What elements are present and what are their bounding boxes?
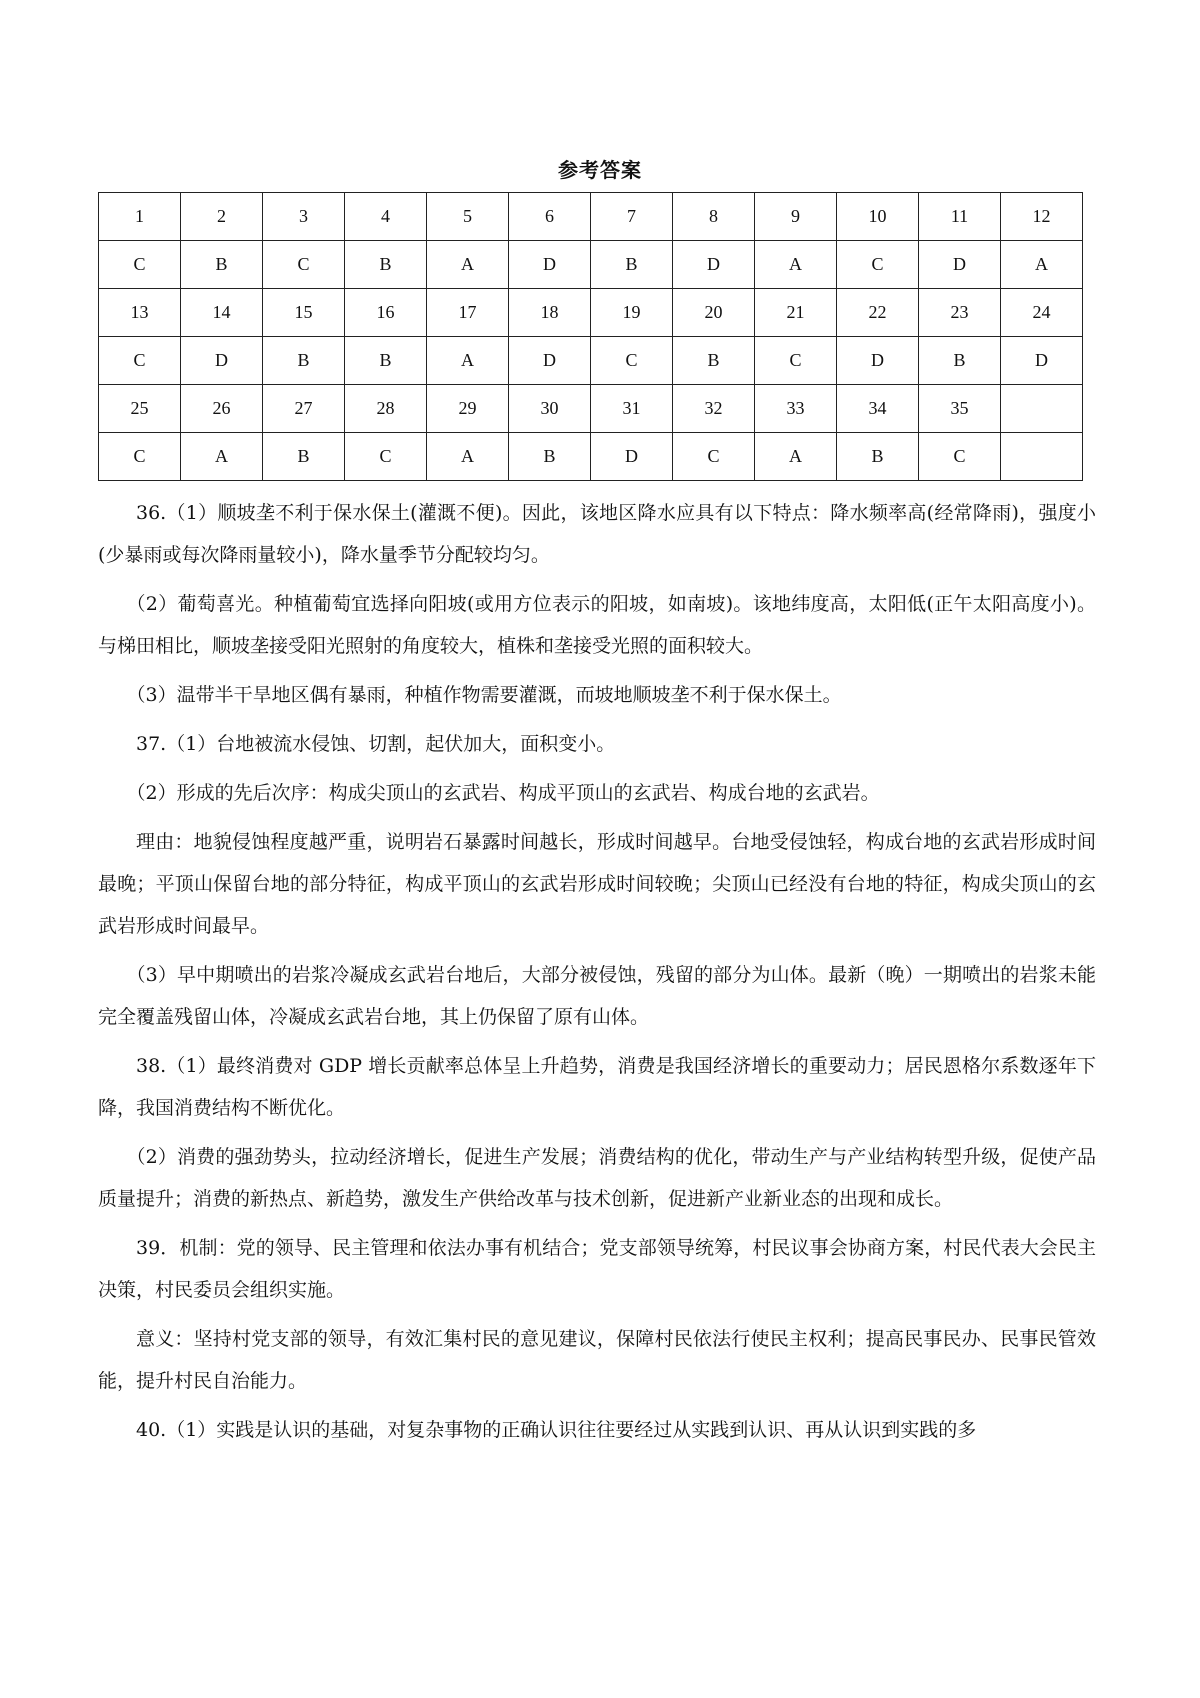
question-number-cell: 34 xyxy=(837,385,919,433)
question-number-cell: 27 xyxy=(263,385,345,433)
answer-cell: D xyxy=(919,241,1001,289)
answer-letter-row xyxy=(99,433,1083,481)
question-number-cell: 28 xyxy=(345,385,427,433)
answer-explanations xyxy=(98,492,1096,1458)
question-number-cell: 14 xyxy=(181,289,263,337)
answer-cell: C xyxy=(99,337,181,385)
answer-paragraph: 40.（1）实践是认识的基础，对复杂事物的正确认识往往要经过从实践到认识、再从认识到实践的多 xyxy=(136,1419,977,1441)
answer-cell: C xyxy=(99,433,181,481)
answer-paragraph: （3）温带半干旱地区偶有暴雨，种植作物需要灌溉，而坡地顺坡垄不利于保水保土。 xyxy=(126,684,842,706)
question-number-cell: 21 xyxy=(755,289,837,337)
answer-cell: B xyxy=(263,337,345,385)
answer-paragraph: （2）形成的先后次序：构成尖顶山的玄武岩、构成平顶山的玄武岩、构成台地的玄武岩。 xyxy=(126,782,880,804)
answer-cell: C xyxy=(345,433,427,481)
answer-paragraph: 39．机制：党的领导、民主管理和依法办事有机结合；党支部领导统筹，村民议事会协商方案，村民代表大会民主决策，村民委员会组织实施。 xyxy=(98,1237,1096,1301)
page-title: 参考答案 xyxy=(558,158,642,182)
answer-cell: B xyxy=(181,241,263,289)
answer-cell: B xyxy=(919,337,1001,385)
question-number-cell: 4 xyxy=(345,193,427,241)
answer-cell: C xyxy=(673,433,755,481)
answer-paragraph: （3）早中期喷出的岩浆冷凝成玄武岩台地后，大部分被侵蚀，残留的部分为山体。最新（晚）一期喷出的岩浆未能完全覆盖残留山体，冷凝成玄武岩台地，其上仍保留了原有山体。 xyxy=(98,964,1096,1028)
answer-cell: C xyxy=(591,337,673,385)
question-number-cell: 35 xyxy=(919,385,1001,433)
answer-cell: A xyxy=(181,433,263,481)
answer-cell: A xyxy=(1001,241,1083,289)
answer-cell: A xyxy=(755,241,837,289)
question-number-cell: 17 xyxy=(427,289,509,337)
answer-cell: C xyxy=(263,241,345,289)
question-number-cell: 31 xyxy=(591,385,673,433)
answer-cell: A xyxy=(755,433,837,481)
answer-cell: B xyxy=(345,241,427,289)
question-number-cell: 30 xyxy=(509,385,591,433)
question-number-cell: 8 xyxy=(673,193,755,241)
answer-cell: B xyxy=(837,433,919,481)
answer-cell: B xyxy=(591,241,673,289)
question-number-cell: 11 xyxy=(919,193,1001,241)
question-number-cell: 23 xyxy=(919,289,1001,337)
answer-paragraph: 理由：地貌侵蚀程度越严重，说明岩石暴露时间越长，形成时间越早。台地受侵蚀轻，构成台地的玄武岩形成时间最晚；平顶山保留台地的部分特征，构成平顶山的玄武岩形成时间较晚；尖顶山已经没有台地的特征，构成尖顶山的玄武岩形成时间最早。 xyxy=(98,831,1096,937)
answer-letter-row xyxy=(99,337,1083,385)
answer-paragraph: 意义：坚持村党支部的领导，有效汇集村民的意见建议，保障村民依法行使民主权利；提高民事民办、民事民管效能，提升村民自治能力。 xyxy=(98,1328,1096,1392)
answer-cell: B xyxy=(263,433,345,481)
question-number-cell: 12 xyxy=(1001,193,1083,241)
answer-cell: D xyxy=(1001,337,1083,385)
question-number-cell: 29 xyxy=(427,385,509,433)
answer-cell: D xyxy=(181,337,263,385)
question-number-cell: 18 xyxy=(509,289,591,337)
question-number-row xyxy=(99,193,1083,241)
answer-cell: B xyxy=(509,433,591,481)
question-number-cell: 33 xyxy=(755,385,837,433)
question-number-cell: 19 xyxy=(591,289,673,337)
answer-cell: D xyxy=(509,241,591,289)
question-number-cell: 5 xyxy=(427,193,509,241)
question-number-cell: 7 xyxy=(591,193,673,241)
question-number-cell: 6 xyxy=(509,193,591,241)
answer-table xyxy=(98,192,1083,481)
question-number-cell xyxy=(1001,385,1083,433)
answer-cell: C xyxy=(837,241,919,289)
question-number-cell: 20 xyxy=(673,289,755,337)
answer-paragraph: 37.（1）台地被流水侵蚀、切割，起伏加大，面积变小。 xyxy=(136,733,616,755)
answer-cell xyxy=(1001,433,1083,481)
answer-cell: D xyxy=(591,433,673,481)
question-number-cell: 9 xyxy=(755,193,837,241)
answer-cell: A xyxy=(427,241,509,289)
answer-paragraph: （2）消费的强劲势头，拉动经济增长，促进生产发展；消费结构的优化，带动生产与产业结构转型升级，促使产品质量提升；消费的新热点、新趋势，激发生产供给改革与技术创新，促进新产业新业态的出现和成长。 xyxy=(98,1146,1096,1210)
answer-cell: C xyxy=(755,337,837,385)
question-number-cell: 24 xyxy=(1001,289,1083,337)
question-number-cell: 26 xyxy=(181,385,263,433)
question-number-cell: 3 xyxy=(263,193,345,241)
answer-cell: C xyxy=(99,241,181,289)
answer-cell: D xyxy=(837,337,919,385)
answer-letter-row xyxy=(99,241,1083,289)
question-number-cell: 22 xyxy=(837,289,919,337)
answer-paragraph: 36.（1）顺坡垄不利于保水保土(灌溉不便)。因此，该地区降水应具有以下特点：降水频率高(经常降雨)，强度小(少暴雨或每次降雨量较小)，降水量季节分配较均匀。 xyxy=(98,502,1096,566)
answer-cell: A xyxy=(427,433,509,481)
question-number-cell: 10 xyxy=(837,193,919,241)
answer-paragraph: 38.（1）最终消费对 GDP 增长贡献率总体呈上升趋势，消费是我国经济增长的重要动力；居民恩格尔系数逐年下降，我国消费结构不断优化。 xyxy=(98,1055,1096,1119)
answer-cell: A xyxy=(427,337,509,385)
question-number-row xyxy=(99,289,1083,337)
question-number-cell: 1 xyxy=(99,193,181,241)
question-number-cell: 2 xyxy=(181,193,263,241)
answer-cell: D xyxy=(509,337,591,385)
question-number-cell: 16 xyxy=(345,289,427,337)
answer-paragraph: （2）葡萄喜光。种植葡萄宜选择向阳坡(或用方位表示的阳坡，如南坡)。该地纬度高，太阳低(正午太阳高度小)。与梯田相比，顺坡垄接受阳光照射的角度较大，植株和垄接受光照的面积较大。 xyxy=(98,593,1096,657)
question-number-cell: 13 xyxy=(99,289,181,337)
answer-cell: D xyxy=(673,241,755,289)
question-number-row xyxy=(99,385,1083,433)
question-number-cell: 32 xyxy=(673,385,755,433)
answer-cell: B xyxy=(673,337,755,385)
question-number-cell: 25 xyxy=(99,385,181,433)
question-number-cell: 15 xyxy=(263,289,345,337)
answer-cell: B xyxy=(345,337,427,385)
answer-cell: C xyxy=(919,433,1001,481)
